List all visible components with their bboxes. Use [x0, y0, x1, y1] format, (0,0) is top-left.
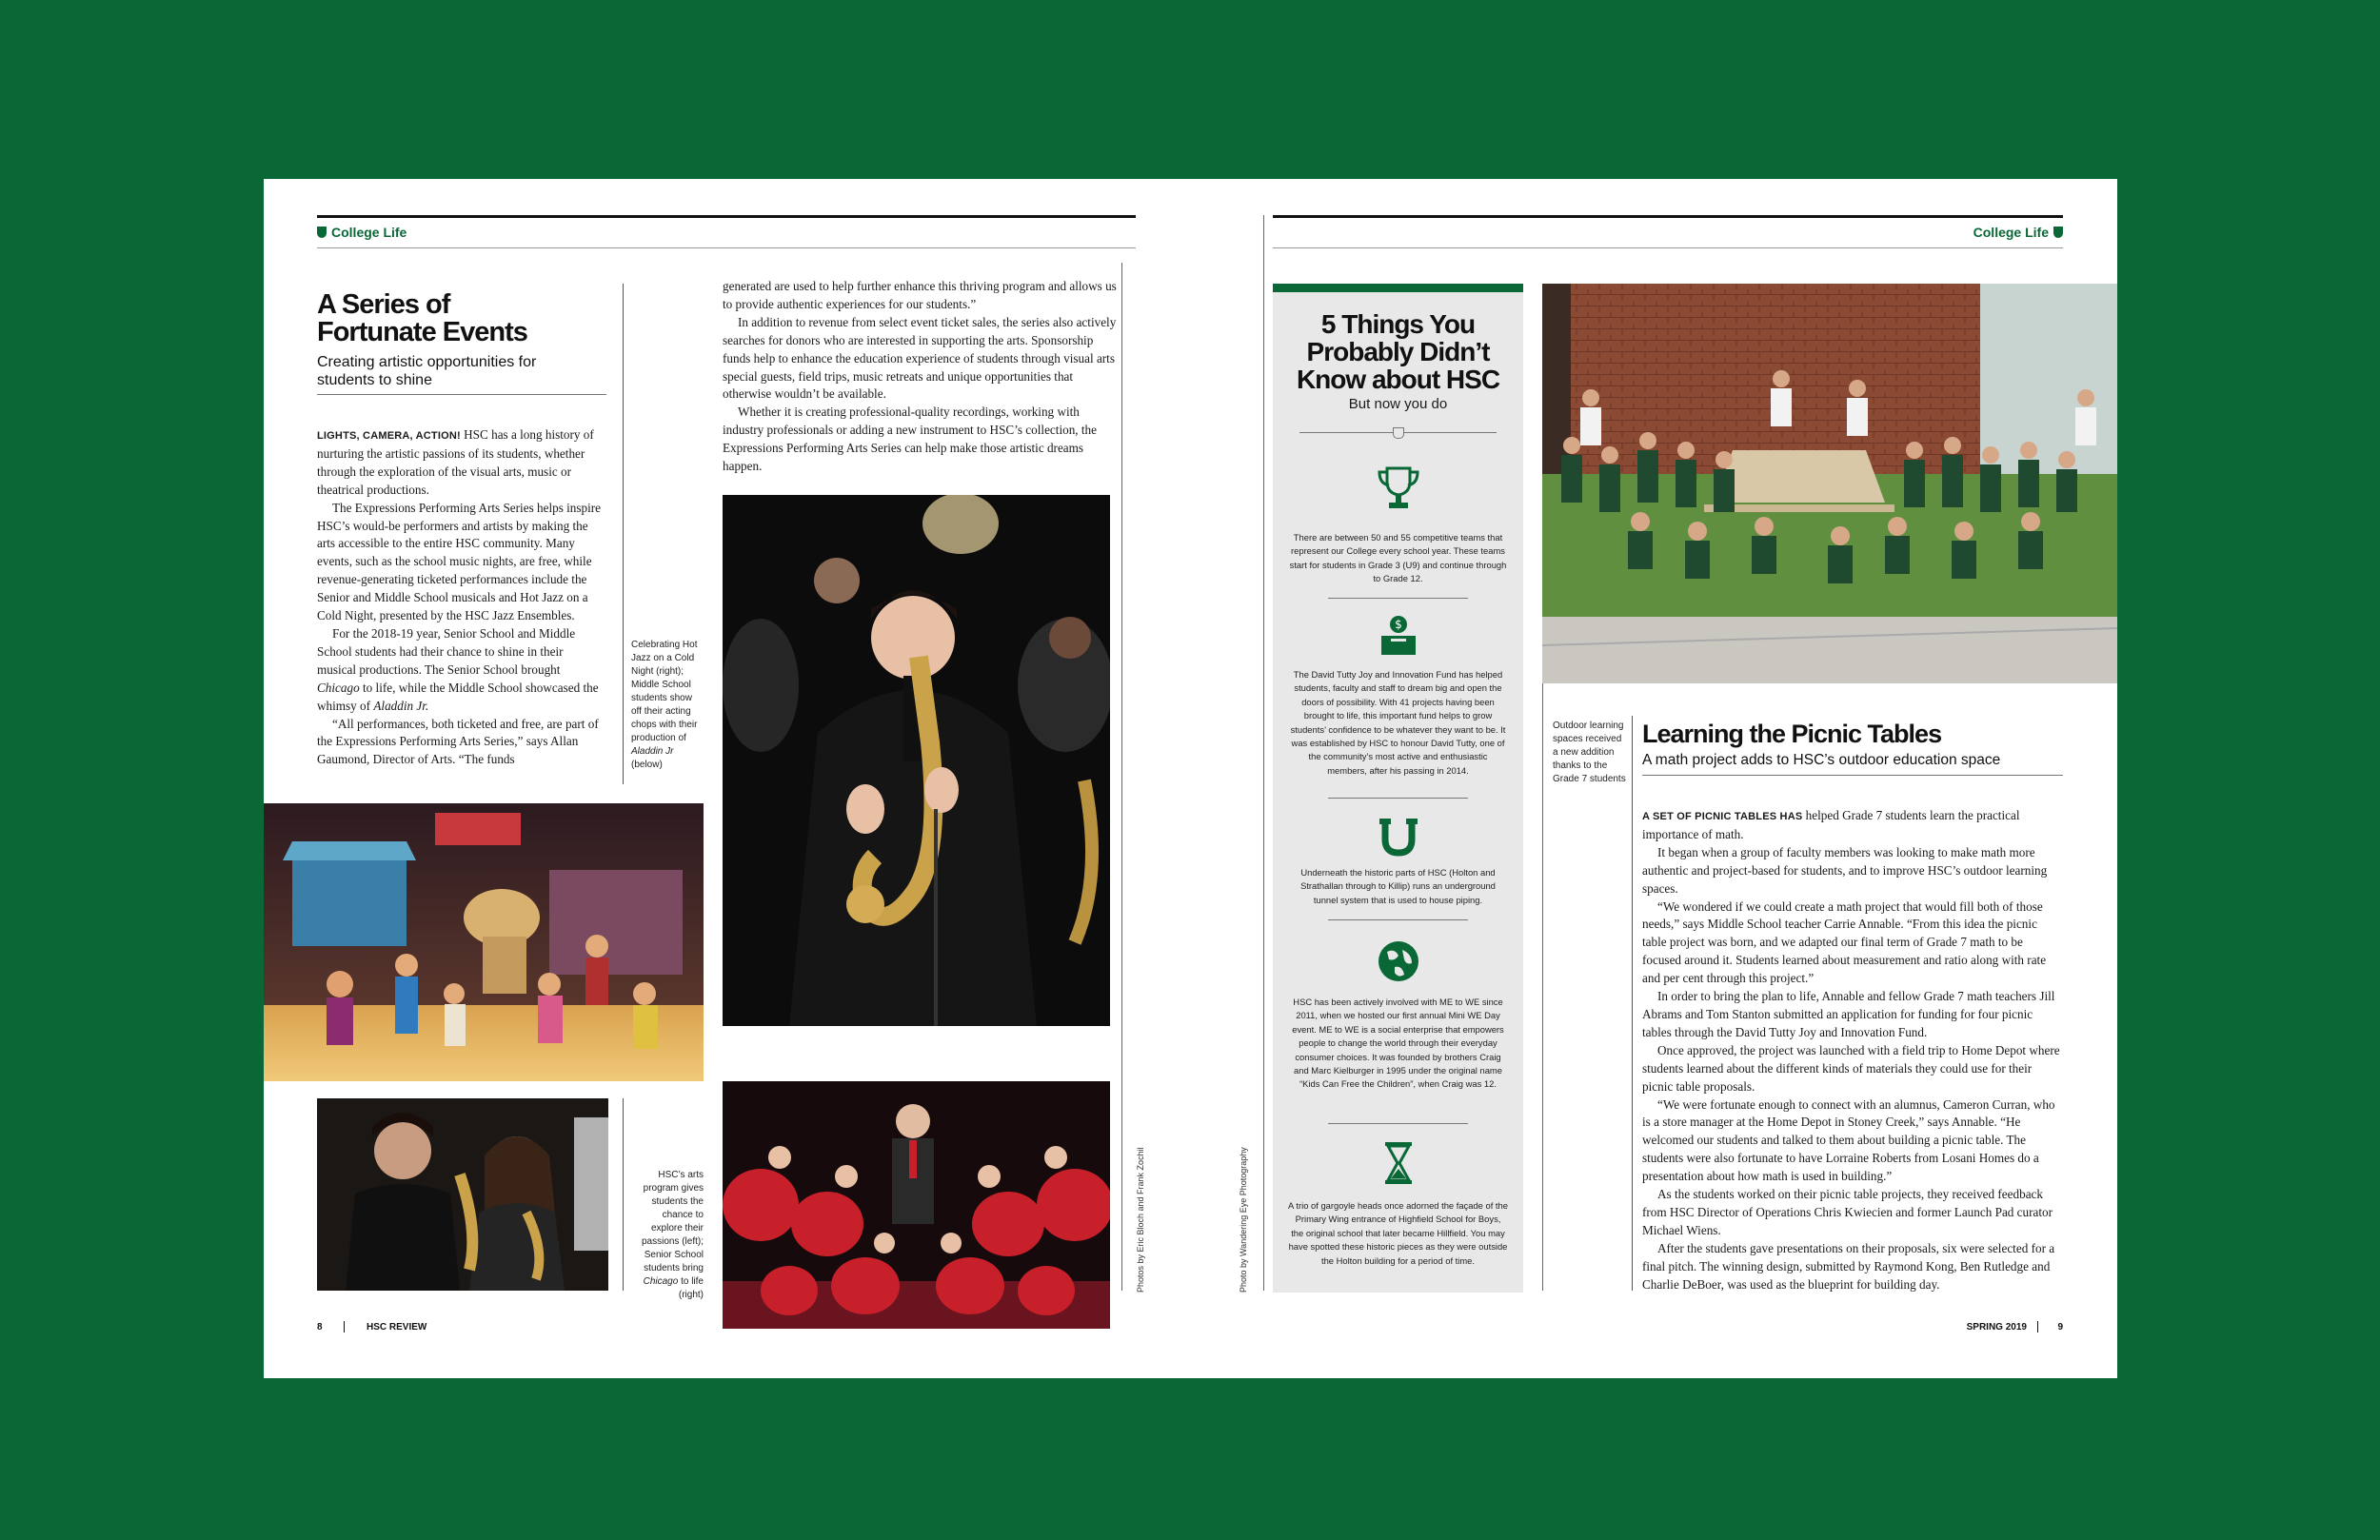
- header-rule: [1273, 215, 2063, 218]
- right-page: [1191, 179, 2117, 1378]
- article-title: A Series of Fortunate Events: [317, 289, 527, 347]
- caption-picnic: Outdoor learning spaces received a new addition thanks to the Grade 7 students: [1553, 721, 1626, 784]
- folio-divider: [344, 1321, 345, 1333]
- students-playing-illustration: [317, 1098, 608, 1291]
- article-title: Learning the Picnic Tables: [1642, 720, 1942, 748]
- aladdin-stage-illustration: [264, 803, 704, 1081]
- sidebar-subtitle: But now you do: [1348, 396, 1448, 412]
- folio-title: SPRING 2019: [1966, 1322, 2027, 1333]
- paragraph: Once approved, the project was launched with a field trip to Home Depot where students learned about the different kinds of materials they could use for their picnic table proposals.: [1642, 1042, 2060, 1094]
- picnic-table-group-photo: [1542, 284, 2117, 683]
- paragraph: “We were fortunate enough to connect with an alumnus, Cameron Curran, who is a store manager at the Home Depot in Stoney Creek,” says Annable. “He welcomed our students and talked to them about building a picnic table. The students were also fortunate to have Lorraine Roberts from Losani Homes do a presentation about how math is used in building.”: [1642, 1096, 2055, 1184]
- saxophone-photo: [723, 495, 1110, 1026]
- photo-credit: Photo by Wandering Eye Photography: [1239, 1147, 1248, 1293]
- fact-divider: [1328, 1123, 1468, 1124]
- fact-divider: [1328, 598, 1468, 599]
- article-body: [1642, 807, 2063, 1293]
- aladdin-photo: [264, 803, 704, 1081]
- fact-text: A trio of gargoyle heads once adorned the façade of the Primary Wing entrance of Highfield School for Boys, the original school that later became Hillfield. You may have spotted these historic pieces as they were outside the Holton building for a period of time.: [1288, 1200, 1508, 1266]
- paragraph: In addition to revenue from select event ticket sales, the series also actively searches for donors who are interested in supporting the arts. Sponsorship funds help to enhance the education experience of students through visual arts special guests, field trips, music retreats and unique opportunities that otherwise wouldn’t be available.: [723, 314, 1117, 402]
- paragraph: For the 2018-19 year, Senior School and Middle School students had their chance to shine in their musical productions. The Senior School brought Chicago to life, while the Middle School showcased the whimsy of Aladdin Jr.: [317, 625, 599, 713]
- article-subtitle: A math project adds to HSC’s outdoor education space: [1642, 752, 2001, 768]
- globe-icon: [1374, 937, 1423, 986]
- paragraph: “We wondered if we could create a math project that would fill both of those needs,” says Middle School teacher Carrie Annable. “From this idea the picnic table project was born, and we adapted our final term of Grade 7 math to be focused around it. Students learned about measurement and ratio along with rate and per cent through this project.”: [1642, 898, 2047, 986]
- paragraph: As the students worked on their picnic table projects, they received feedback from HSC Director of Operations Chris Kwiecien and former Launch Pad curator Michael Wiens.: [1642, 1187, 2053, 1237]
- folio-title: HSC REVIEW: [367, 1322, 427, 1333]
- sidebar-accent-bar: [1273, 284, 1523, 292]
- hourglass-icon: [1374, 1138, 1423, 1188]
- saxophone-students-photo: [317, 1098, 608, 1291]
- facts-sidebar: [1273, 284, 1523, 1293]
- trophy-icon: [1374, 463, 1423, 512]
- chicago-photo: [723, 1081, 1110, 1329]
- column-divider: [623, 284, 624, 784]
- title-rule: [1642, 775, 2063, 776]
- header-rule: [317, 215, 1136, 218]
- paragraph: Whether it is creating professional-quality recordings, working with industry professionals or adding a new instrument to HSC’s collection, the Expressions Performing Arts Series can help make those artistic dreams happen.: [723, 405, 1098, 474]
- caption-photos-top: Celebrating Hot Jazz on a Cold Night (right); Middle School students show off their acting chops with their production of Aladdin Jr (below): [631, 640, 698, 770]
- article-column-2: [723, 278, 1119, 476]
- folio-number: 8: [317, 1322, 323, 1333]
- header-subrule: [317, 247, 1136, 248]
- folio-number: 9: [2057, 1322, 2063, 1333]
- caption-photos-bottom: HSC’s arts program gives students the chance to explore their passions (left); Senior School students bring Chicago to life (right): [641, 1170, 704, 1300]
- photo-credit: Photos by Eric Bloch and Frank Zochil: [1136, 1147, 1145, 1293]
- paragraph: A SET OF PICNIC TABLES HAS helped Grade 7 students learn the practical importance of math.: [1642, 808, 2020, 841]
- article-subtitle: Creating artistic opportunities for students to shine: [317, 354, 537, 388]
- students-group-illustration: [1542, 284, 2117, 683]
- shield-icon: [1393, 427, 1404, 439]
- article-column-1: [317, 426, 605, 769]
- column-divider: [623, 1098, 624, 1291]
- sidebar-title: 5 Things You Probably Didn’t Know about HSC: [1296, 309, 1500, 394]
- paragraph: It began when a group of faculty members was looking to make math more authentic and project-based for students, and to improve HSC’s outdoor learning spaces.: [1642, 844, 2048, 896]
- title-rule: [317, 394, 606, 395]
- saxophone-player-illustration: [723, 495, 1110, 1026]
- left-page: [264, 179, 1191, 1378]
- gutter-rule: [1121, 263, 1122, 1291]
- header-subrule: [1273, 247, 2063, 248]
- paragraph: LIGHTS, CAMERA, ACTION! HSC has a long history of nurturing the artistic passions of its students, whether through the exploration of the visual arts, music or theatrical productions.: [317, 427, 594, 497]
- shield-icon: [317, 227, 327, 238]
- fact-text: HSC has been actively involved with ME to WE since 2011, when we hosted our first annual Mini WE Day event. ME to WE is a social enterprise that empowers people to change the world through their everyday consumer choices. It was founded by brothers Craig and Marc Kielburger in 1995 under the original name “Kids Can Free the Children”, when Craig was 12.: [1292, 997, 1504, 1090]
- fact-text: There are between 50 and 55 competitive teams that represent our College every school year. These teams start for students in Grade 3 (U9) and continue through to Grade 12.: [1289, 532, 1507, 584]
- fact-text: The David Tutty Joy and Innovation Fund has helped students, faculty and staff to dream big and open the doors of possibility. With 41 projects having been brought to life, this important fund helps to grow students’ confidence to be whatever they want to be. It was established by HSC to honour David Tutty, one of the community’s most active and enthusiastic members, after his passing in 2014.: [1290, 669, 1506, 776]
- section-label-right: College Life: [1973, 225, 2063, 240]
- gutter-rule: [1263, 215, 1264, 1291]
- fact-divider: [1328, 798, 1468, 799]
- fact-divider: [1328, 919, 1468, 920]
- shield-icon: [2053, 227, 2063, 238]
- chicago-dancers-illustration: [723, 1081, 1110, 1329]
- pipe-icon: [1374, 813, 1423, 862]
- fact-text: Underneath the historic parts of HSC (Holton and Strathallan through to Killip) runs an underground tunnel system that is used to house piping.: [1300, 867, 1496, 905]
- paragraph: “All performances, both ticketed and free, are part of the Expressions Performing Arts Series,” says Allan Gaumond, Director of Arts. “The funds: [317, 716, 599, 767]
- paragraph: generated are used to help further enhance this thriving program and allows us to provide authentic experiences for our students.”: [723, 279, 1117, 311]
- paragraph: After the students gave presentations on their proposals, six were selected for a final pitch. The winning design, submitted by Raymond Kong, Ben Rutledge and Charlie DeBoer, was used as the blueprint for building day.: [1642, 1240, 2055, 1292]
- donation-box-icon: [1374, 611, 1423, 661]
- section-label-left: College Life: [317, 225, 407, 240]
- paragraph: The Expressions Performing Arts Series helps inspire HSC’s would-be performers and artists by making the arts accessible to the entire HSC community. Many events, such as the school music nights, are free, while revenue-generating ticketed performances include the Senior and Middle School musicals and Hot Jazz on a Cold Night, presented by the HSC Jazz Ensembles.: [317, 500, 602, 623]
- svg-text:$: $: [1395, 618, 1402, 631]
- column-divider: [1632, 716, 1633, 1291]
- folio-divider: [2037, 1321, 2038, 1333]
- paragraph: In order to bring the plan to life, Annable and fellow Grade 7 math teachers Jill Abrams and Tom Stanton submitted an application for funding for four picnic tables through the David Tutty Joy and Innovation Fund.: [1642, 989, 2055, 1039]
